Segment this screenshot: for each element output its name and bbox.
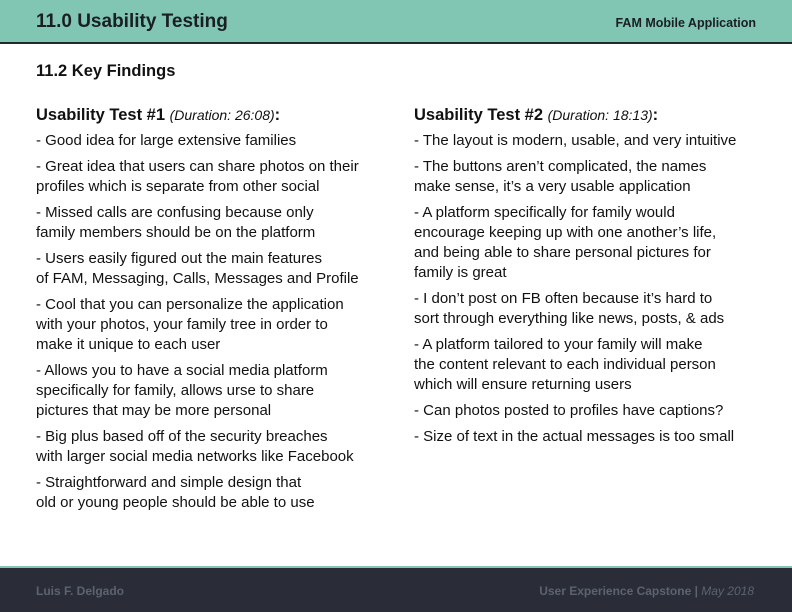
finding-item: - Straightforward and simple design that old or young people should be able to use (36, 474, 315, 511)
section-title: 11.2 Key Findings (36, 62, 176, 80)
test-title: Usability Test #1 (36, 106, 165, 124)
finding-item: - Can photos posted to profiles have captions? (414, 402, 724, 419)
app-name: FAM Mobile Application (615, 16, 756, 30)
finding-item: - A platform tailored to your family will make the content relevant to each individual person which will ensure returning users (414, 336, 716, 393)
page-header (0, 0, 792, 44)
footer-course-label: User Experience Capstone | (539, 584, 702, 598)
test-duration: (Duration: 26:08) (169, 107, 275, 123)
page-title: 11.0 Usability Testing (36, 11, 228, 32)
heading-colon: : (274, 106, 281, 124)
finding-item: - Allows you to have a social media platform specifically for family, allows urse to share pictures that may be more personal (36, 362, 328, 419)
test-title: Usability Test #2 (414, 106, 543, 124)
test-duration: (Duration: 18:13) (547, 107, 653, 123)
footer-date: May 2018 (701, 584, 754, 598)
footer-author: Luis F. Delgado (36, 584, 125, 598)
finding-item: - Great idea that users can share photos on their profiles which is separate from other social (36, 158, 359, 195)
finding-item: - Size of text in the actual messages is too small (414, 428, 735, 445)
finding-item: - Cool that you can personalize the application with your photos, your family tree in order to make it unique to each user (36, 296, 344, 353)
finding-item: - The layout is modern, usable, and very intuitive (414, 132, 737, 149)
usability-test-2-heading (414, 106, 764, 125)
finding-item: - I don’t post on FB often because it’s hard to sort through everything like news, posts, & ads (414, 290, 725, 327)
finding-item: - The buttons aren’t complicated, the names make sense, it’s a very usable application (414, 158, 707, 195)
page-footer (0, 566, 792, 612)
finding-item: - Missed calls are confusing because only family members should be on the platform (36, 204, 316, 241)
usability-test-1-column (36, 106, 391, 519)
finding-item: - Good idea for large extensive families (36, 132, 297, 149)
footer-course (539, 584, 754, 598)
usability-test-1-heading (36, 106, 391, 125)
finding-item: - Users easily figured out the main features of FAM, Messaging, Calls, Messages and Profile (36, 250, 359, 287)
finding-item: - A platform specifically for family would encourage keeping up with one another’s life, and being able to share personal pictures for family is great (414, 204, 717, 281)
heading-colon: : (652, 106, 659, 124)
usability-test-2-column (414, 106, 764, 453)
finding-item: - Big plus based off of the security breaches with larger social media networks like Facebook (36, 428, 354, 465)
